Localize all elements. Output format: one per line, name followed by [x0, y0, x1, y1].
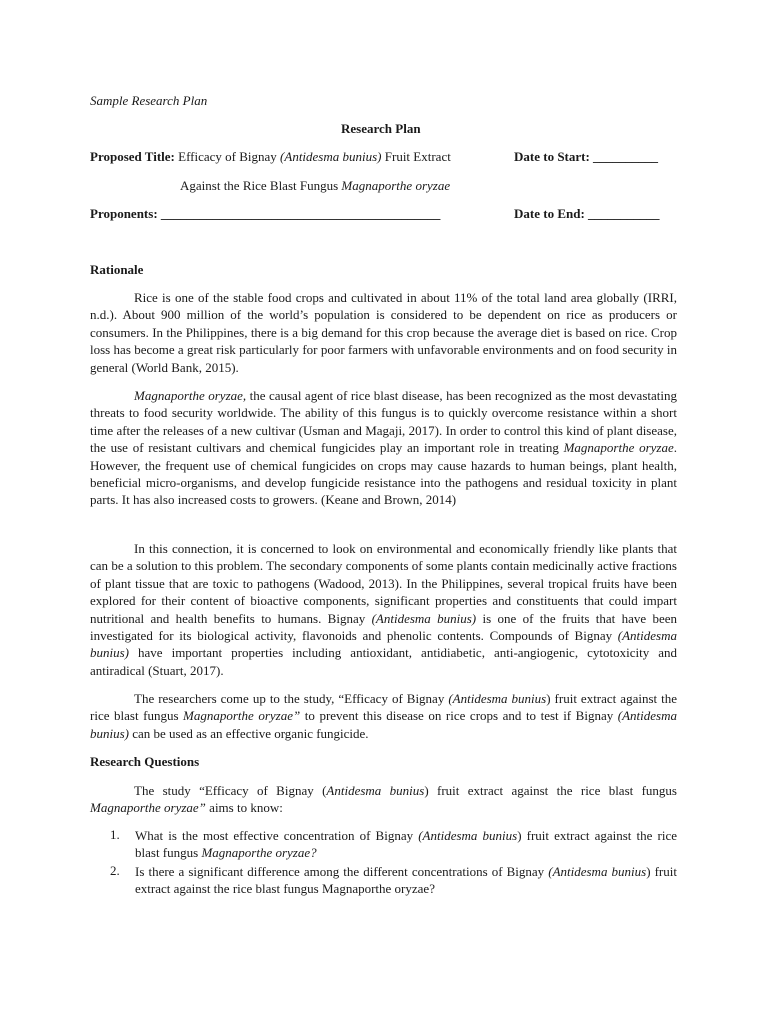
- paragraph-text: The researchers come up to the study, “Efficacy of Bignay: [134, 691, 449, 706]
- species-name: Magnaporthe oryzae?: [201, 845, 317, 861]
- paragraph-text: ) fruit extract against the rice blast fungus: [424, 783, 677, 798]
- list-item-text: [135, 863, 677, 898]
- proposed-title-line2: [180, 178, 450, 194]
- proposed-title: [90, 149, 451, 165]
- paragraph-text: can be used as an effective organic fungicide.: [129, 725, 369, 741]
- research-questions-intro: [90, 782, 677, 817]
- date-to-start: Date to Start: __________: [514, 149, 659, 164]
- paragraph-text: to prevent this disease on rice crops and to test if Bignay: [300, 708, 618, 724]
- proposed-title-species: (Antidesma bunius): [280, 149, 382, 164]
- species-name: (Antidesma bunius: [448, 691, 547, 706]
- rationale-paragraph-4: [90, 690, 677, 742]
- paragraph-text: ) fruit extract against the rice blast fungus Magnaporthe oryzae?: [135, 864, 677, 897]
- species-name: Magnaporthe oryzae,: [134, 388, 247, 403]
- proposed-title-line2-species: Magnaporthe oryzae: [341, 178, 451, 193]
- proposed-title-label: Proposed Title:: [90, 149, 175, 164]
- proposed-title-text-end: Fruit Extract: [381, 149, 451, 164]
- species-name: (Antidesma bunius): [90, 708, 677, 741]
- paragraph-text: In this connection, it is concerned to look on environmental and economically friendly like plants that can be a solution to this problem. The secondary components of some plants contain medicinally active fractions of plant tissue that are toxic to pathogens (Wadood, 2013). In the Philippines, several tropical fruits have been explored for their content of bioactive components, significant properties and constituents that could impart nutritional and health benefits to humans. Bignay: [90, 541, 677, 626]
- paragraph-text: aims to know:: [205, 800, 283, 816]
- species-name: Antidesma bunius: [326, 783, 425, 798]
- species-name: Magnaporthe oryzae”: [183, 708, 301, 724]
- rationale-paragraph-3: [90, 540, 677, 679]
- paragraph-text: What is the most effective concentration of Bignay: [135, 828, 419, 843]
- rationale-paragraph-1: Rice is one of the stable food crops and cultivated in about 11% of the total land area globally (IRRI, n.d.). About 900 million of the world’s population is considered to be dependent on rice as producers or consumers. In the Philippines, there is a big demand for this crop because the average diet is based on rice. Crop loss has become a great risk particularly for poor farmers with unfavorable environments and on food security in general (World Bank, 2015).: [90, 290, 677, 375]
- paragraph-text: Is there a significant difference among the different concentrations of Bignay: [135, 864, 549, 879]
- proposed-title-text: Efficacy of Bignay: [178, 149, 281, 164]
- list-number: 2.: [110, 863, 120, 878]
- sample-label: Sample Research Plan: [90, 93, 208, 108]
- species-name: (Antidesma bunius: [418, 828, 518, 843]
- paragraph-text: is one of the fruits that have been investigated for its biological activity, flavonoids and phenolic contents. Compounds of Bignay: [90, 610, 678, 644]
- paragraph-text: ) fruit extract against the rice blast fungus: [90, 691, 677, 724]
- research-questions-heading: Research Questions: [90, 754, 200, 769]
- rationale-paragraph-2: [90, 387, 677, 509]
- species-name: (Antidesma bunius): [90, 628, 677, 661]
- proponents-field: Proponents: ___________________________________________: [90, 206, 441, 221]
- rationale-heading: Rationale: [90, 262, 144, 277]
- species-name: (Antidesma bunius: [548, 864, 647, 879]
- paragraph-text: ) fruit extract against the rice blast fungus: [135, 828, 677, 861]
- proposed-title-line2-text: Against the Rice Blast Fungus: [180, 178, 342, 193]
- list-number: 1.: [110, 827, 120, 842]
- species-name: Magnaporthe oryzae”: [90, 800, 206, 816]
- paragraph-text: The study “Efficacy of Bignay (: [134, 783, 327, 798]
- document-heading: Research Plan: [341, 121, 421, 136]
- paragraph-text: the causal agent of rice blast disease, has been recognized as the most devastating threats to food security worldwide. The ability of this fungus is to quickly overcome resistance within a short time after the releases of a new cultivar (Usman and Magaji, 2017). In order to control this kind of plant disease, the use of resistant cultivars and chemical fungicides play an important role in treating: [90, 388, 677, 456]
- species-name: Magnaporthe oryzae: [563, 440, 674, 456]
- date-to-end: Date to End: ___________: [514, 206, 660, 221]
- list-item-text: [135, 827, 677, 862]
- paragraph-text: . However, the frequent use of chemical fungicides on crops may cause hazards to human beings, plant health, beneficial micro-organisms, and develop fungicide resistance into the pathogens and residual toxicity in plant parts. It has also increased costs to growers. (Keane and Brown, 2014): [90, 440, 677, 508]
- paragraph-text: have important properties including antioxidant, antidiabetic, anti-angiogenic, cytotoxicity and antiradical (Stuart, 2017).: [90, 645, 677, 678]
- species-name: (Antidesma bunius): [371, 610, 477, 626]
